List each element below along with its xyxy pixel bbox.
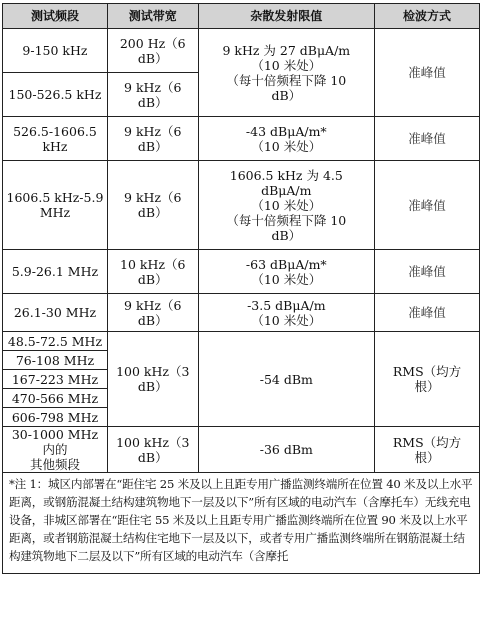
freq-cell: 48.5-72.5 MHz: [3, 332, 108, 351]
freq-cell: 526.5-1606.5 kHz: [3, 117, 108, 161]
bandwidth-cell: 200 Hz（6 dB）: [107, 29, 198, 73]
freq-cell: 30-1000 MHz 内的 其他频段: [3, 427, 108, 473]
header-bandwidth: 测试带宽: [107, 4, 198, 29]
table-row: [3, 161, 480, 250]
limit-cell: -43 dBμA/m* （10 米处）: [198, 117, 374, 161]
footnote-text: *注 1：城区内部署在“距住宅 25 米及以上且距专用广播监测终端所在位置 40 米及以上水平距离，或钢筋混凝土结构建筑物地下一层及以下”所有区域的电动汽车（含摩托车）无线充电设备，非城区部署在“距住宅 55 米及以上且距专用广播监测终端所在位置 90 米及以上水平距离，或者钢筋混凝土结构住宅地下一层及以下，或者专用广播监测终端所在钢筋混凝土结构建筑物地下二层及以下”所有区域的电动汽车（含摩托: [3, 473, 480, 574]
table-row: [3, 294, 480, 332]
freq-cell: 1606.5 kHz-5.9 MHz: [3, 161, 108, 250]
table-row: [3, 427, 480, 473]
limit-cell: -54 dBm: [198, 332, 374, 427]
bandwidth-cell: 9 kHz（6 dB）: [107, 294, 198, 332]
freq-cell: 9-150 kHz: [3, 29, 108, 73]
freq-cell: 76-108 MHz: [3, 351, 108, 370]
limit-cell: 9 kHz 为 27 dBμA/m （10 米处） （每十倍频程下降 10 dB）: [198, 29, 374, 117]
detector-cell: 准峰值: [375, 161, 480, 250]
footnote-row: [3, 473, 480, 574]
table-row: [3, 117, 480, 161]
detector-cell: 准峰值: [375, 117, 480, 161]
limit-cell: -36 dBm: [198, 427, 374, 473]
detector-cell: 准峰值: [375, 294, 480, 332]
table-row: [3, 29, 480, 73]
header-freq-band: 测试频段: [3, 4, 108, 29]
bandwidth-cell: 9 kHz（6 dB）: [107, 73, 198, 117]
limit-cell: -63 dBμA/m* （10 米处）: [198, 250, 374, 294]
bandwidth-cell: 100 kHz（3 dB）: [107, 332, 198, 427]
table-row: [3, 332, 480, 351]
freq-cell: 5.9-26.1 MHz: [3, 250, 108, 294]
bandwidth-cell: 9 kHz（6 dB）: [107, 117, 198, 161]
header-detector: 检波方式: [375, 4, 480, 29]
detector-cell: 准峰值: [375, 29, 480, 117]
table-header-row: [3, 4, 480, 29]
freq-cell: 470-566 MHz: [3, 389, 108, 408]
detector-cell: RMS（均方 根）: [375, 332, 480, 427]
freq-cell: 167-223 MHz: [3, 370, 108, 389]
limit-cell: -3.5 dBμA/m （10 米处）: [198, 294, 374, 332]
bandwidth-cell: 10 kHz（6 dB）: [107, 250, 198, 294]
detector-cell: RMS（均方 根）: [375, 427, 480, 473]
bandwidth-cell: 9 kHz（6 dB）: [107, 161, 198, 250]
detector-cell: 准峰值: [375, 250, 480, 294]
limit-cell: 1606.5 kHz 为 4.5 dBμA/m （10 米处） （每十倍频程下降 10 dB）: [198, 161, 374, 250]
freq-cell: 150-526.5 kHz: [3, 73, 108, 117]
header-spurious-limit: 杂散发射限值: [198, 4, 374, 29]
document-page: [0, 3, 482, 623]
table-row: [3, 250, 480, 294]
freq-cell: 606-798 MHz: [3, 408, 108, 427]
emission-limits-table: [2, 3, 480, 574]
bandwidth-cell: 100 kHz（3 dB）: [107, 427, 198, 473]
freq-cell: 26.1-30 MHz: [3, 294, 108, 332]
